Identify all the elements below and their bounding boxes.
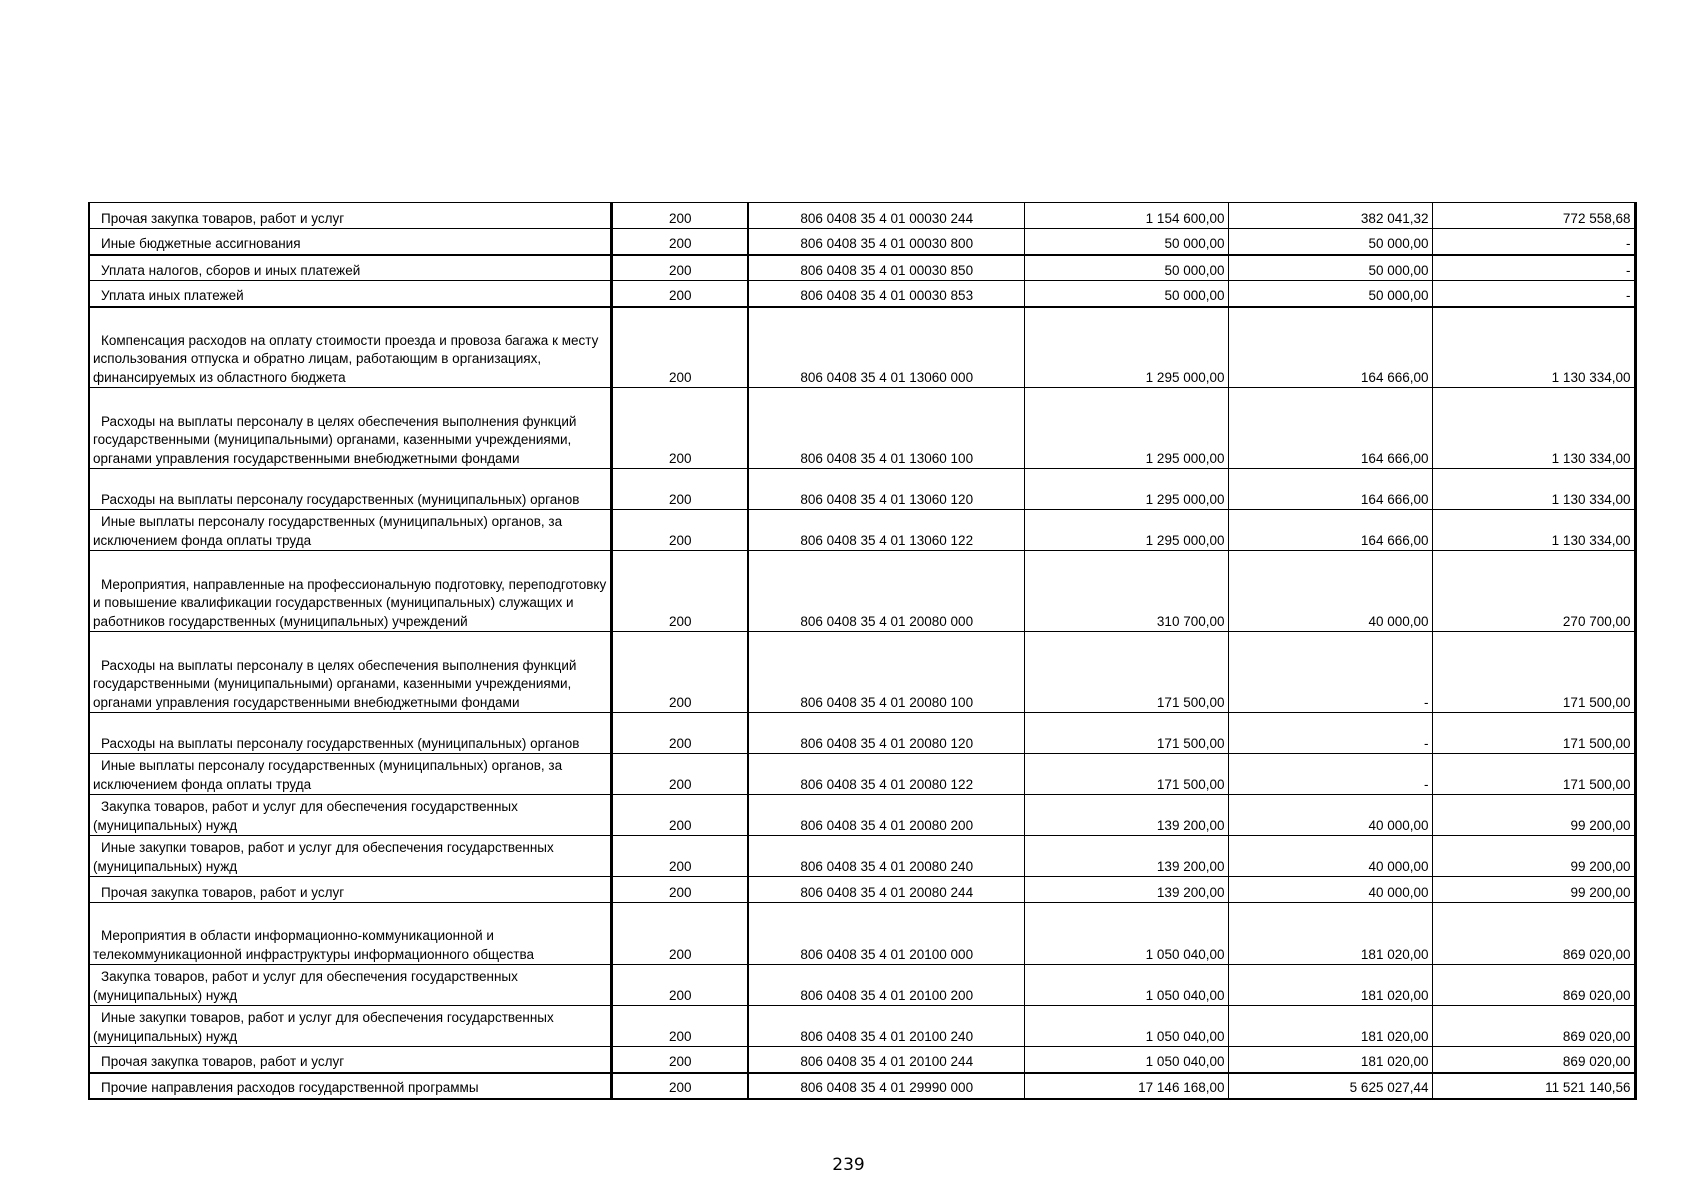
expense-name-cell: Уплата иных платежей: [89, 281, 611, 307]
unexecuted-amount-cell: 772 558,68: [1432, 203, 1635, 229]
executed-amount-cell: 5 625 027,44: [1228, 1073, 1432, 1099]
executed-amount-cell: -: [1228, 754, 1432, 795]
approved-amount-cell: 1 050 040,00: [1024, 1047, 1228, 1073]
budget-classification-code-cell: 806 0408 35 4 01 20080 100: [748, 632, 1024, 713]
unexecuted-amount-cell: 11 521 140,56: [1432, 1073, 1635, 1099]
budget-execution-table: [88, 202, 1637, 1100]
unexecuted-amount-cell: 270 700,00: [1432, 551, 1635, 632]
executed-amount-cell: 181 020,00: [1228, 965, 1432, 1006]
approved-amount-cell: 50 000,00: [1024, 229, 1228, 255]
unexecuted-amount-cell: 1 130 334,00: [1432, 510, 1635, 551]
line-code-cell: 200: [611, 469, 748, 510]
line-code-cell: 200: [611, 229, 748, 255]
unexecuted-amount-cell: 1 130 334,00: [1432, 388, 1635, 469]
expense-name-cell: Мероприятия в области информационно-коммуникационной и телекоммуникационной инфраструктуры информационного общества: [89, 903, 611, 965]
table-row: [89, 551, 1635, 632]
executed-amount-cell: -: [1228, 632, 1432, 713]
budget-classification-code-cell: 806 0408 35 4 01 20080 240: [748, 836, 1024, 877]
expense-name-cell: Уплата налогов, сборов и иных платежей: [89, 255, 611, 281]
table-row: [89, 203, 1635, 229]
executed-amount-cell: -: [1228, 713, 1432, 754]
budget-classification-code-cell: 806 0408 35 4 01 00030 853: [748, 281, 1024, 307]
line-code-cell: 200: [611, 388, 748, 469]
approved-amount-cell: 1 050 040,00: [1024, 965, 1228, 1006]
table-row: [89, 388, 1635, 469]
unexecuted-amount-cell: 171 500,00: [1432, 754, 1635, 795]
expense-name-cell: Мероприятия, направленные на профессиональную подготовку, переподготовку и повышение квалификации государственных (муниципальных) служащих и работников государственных (муниципальных) учреждений: [89, 551, 611, 632]
table-row: [89, 713, 1635, 754]
executed-amount-cell: 181 020,00: [1228, 903, 1432, 965]
approved-amount-cell: 1 295 000,00: [1024, 307, 1228, 388]
approved-amount-cell: 1 154 600,00: [1024, 203, 1228, 229]
expense-name-cell: Иные выплаты персоналу государственных (муниципальных) органов, за исключением фонда оплаты труда: [89, 510, 611, 551]
table-body: [89, 203, 1635, 1099]
expense-name-cell: Компенсация расходов на оплату стоимости проезда и провоза багажа к месту использования отпуска и обратно лицам, работающим в организациях, финансируемых из областного бюджета: [89, 307, 611, 388]
line-code-cell: 200: [611, 203, 748, 229]
table-row: [89, 877, 1635, 903]
line-code-cell: 200: [611, 255, 748, 281]
approved-amount-cell: 1 050 040,00: [1024, 1006, 1228, 1047]
table-row: [89, 965, 1635, 1006]
executed-amount-cell: 40 000,00: [1228, 551, 1432, 632]
unexecuted-amount-cell: 99 200,00: [1432, 877, 1635, 903]
table-row: [89, 632, 1635, 713]
budget-classification-code-cell: 806 0408 35 4 01 13060 100: [748, 388, 1024, 469]
page-number: 239: [832, 1155, 865, 1175]
line-code-cell: 200: [611, 551, 748, 632]
table-row: [89, 469, 1635, 510]
table-row: [89, 836, 1635, 877]
table-row: [89, 255, 1635, 281]
table-row: [89, 281, 1635, 307]
executed-amount-cell: 50 000,00: [1228, 281, 1432, 307]
executed-amount-cell: 164 666,00: [1228, 469, 1432, 510]
table-row: [89, 229, 1635, 255]
approved-amount-cell: 1 295 000,00: [1024, 510, 1228, 551]
approved-amount-cell: 50 000,00: [1024, 255, 1228, 281]
table-row: [89, 1006, 1635, 1047]
line-code-cell: 200: [611, 281, 748, 307]
line-code-cell: 200: [611, 795, 748, 836]
expense-name-cell: Расходы на выплаты персоналу в целях обеспечения выполнения функций государственными (муниципальными) органами, казенными учреждениями, органами управления государственными внебюджетными фондами: [89, 388, 611, 469]
expense-name-cell: Закупка товаров, работ и услуг для обеспечения государственных (муниципальных) нужд: [89, 795, 611, 836]
approved-amount-cell: 171 500,00: [1024, 632, 1228, 713]
unexecuted-amount-cell: 1 130 334,00: [1432, 307, 1635, 388]
approved-amount-cell: 310 700,00: [1024, 551, 1228, 632]
budget-classification-code-cell: 806 0408 35 4 01 20080 120: [748, 713, 1024, 754]
approved-amount-cell: 50 000,00: [1024, 281, 1228, 307]
executed-amount-cell: 40 000,00: [1228, 836, 1432, 877]
line-code-cell: 200: [611, 510, 748, 551]
line-code-cell: 200: [611, 307, 748, 388]
approved-amount-cell: 1 295 000,00: [1024, 469, 1228, 510]
table-row: [89, 903, 1635, 965]
executed-amount-cell: 50 000,00: [1228, 229, 1432, 255]
expense-name-cell: Расходы на выплаты персоналу в целях обеспечения выполнения функций государственными (муниципальными) органами, казенными учреждениями, органами управления государственными внебюджетными фондами: [89, 632, 611, 713]
line-code-cell: 200: [611, 877, 748, 903]
expense-name-cell: Прочая закупка товаров, работ и услуг: [89, 1047, 611, 1073]
table-row: [89, 1073, 1635, 1099]
executed-amount-cell: 181 020,00: [1228, 1006, 1432, 1047]
approved-amount-cell: 17 146 168,00: [1024, 1073, 1228, 1099]
budget-classification-code-cell: 806 0408 35 4 01 00030 850: [748, 255, 1024, 281]
expense-name-cell: Иные закупки товаров, работ и услуг для обеспечения государственных (муниципальных) нужд: [89, 1006, 611, 1047]
budget-classification-code-cell: 806 0408 35 4 01 13060 122: [748, 510, 1024, 551]
expense-name-cell: Прочие направления расходов государственной программы: [89, 1073, 611, 1099]
line-code-cell: 200: [611, 1006, 748, 1047]
approved-amount-cell: 171 500,00: [1024, 754, 1228, 795]
line-code-cell: 200: [611, 754, 748, 795]
budget-classification-code-cell: 806 0408 35 4 01 20100 200: [748, 965, 1024, 1006]
expense-name-cell: Закупка товаров, работ и услуг для обеспечения государственных (муниципальных) нужд: [89, 965, 611, 1006]
executed-amount-cell: 164 666,00: [1228, 388, 1432, 469]
line-code-cell: 200: [611, 1073, 748, 1099]
budget-classification-code-cell: 806 0408 35 4 01 13060 000: [748, 307, 1024, 388]
approved-amount-cell: 139 200,00: [1024, 877, 1228, 903]
table-row: [89, 307, 1635, 388]
expense-name-cell: Расходы на выплаты персоналу государственных (муниципальных) органов: [89, 469, 611, 510]
table-row: [89, 1047, 1635, 1073]
budget-classification-code-cell: 806 0408 35 4 01 20080 000: [748, 551, 1024, 632]
unexecuted-amount-cell: -: [1432, 229, 1635, 255]
unexecuted-amount-cell: 99 200,00: [1432, 795, 1635, 836]
budget-classification-code-cell: 806 0408 35 4 01 00030 244: [748, 203, 1024, 229]
line-code-cell: 200: [611, 965, 748, 1006]
executed-amount-cell: 40 000,00: [1228, 795, 1432, 836]
unexecuted-amount-cell: 99 200,00: [1432, 836, 1635, 877]
expense-name-cell: Иные выплаты персоналу государственных (муниципальных) органов, за исключением фонда оплаты труда: [89, 754, 611, 795]
budget-classification-code-cell: 806 0408 35 4 01 20100 000: [748, 903, 1024, 965]
budget-classification-code-cell: 806 0408 35 4 01 20100 240: [748, 1006, 1024, 1047]
approved-amount-cell: 139 200,00: [1024, 795, 1228, 836]
line-code-cell: 200: [611, 713, 748, 754]
approved-amount-cell: 1 050 040,00: [1024, 903, 1228, 965]
approved-amount-cell: 1 295 000,00: [1024, 388, 1228, 469]
approved-amount-cell: 139 200,00: [1024, 836, 1228, 877]
unexecuted-amount-cell: 171 500,00: [1432, 713, 1635, 754]
budget-classification-code-cell: 806 0408 35 4 01 00030 800: [748, 229, 1024, 255]
executed-amount-cell: 181 020,00: [1228, 1047, 1432, 1073]
line-code-cell: 200: [611, 903, 748, 965]
approved-amount-cell: 171 500,00: [1024, 713, 1228, 754]
unexecuted-amount-cell: 869 020,00: [1432, 1006, 1635, 1047]
line-code-cell: 200: [611, 1047, 748, 1073]
table-row: [89, 754, 1635, 795]
table-row: [89, 795, 1635, 836]
unexecuted-amount-cell: -: [1432, 281, 1635, 307]
table-row: [89, 510, 1635, 551]
expense-name-cell: Иные бюджетные ассигнования: [89, 229, 611, 255]
unexecuted-amount-cell: 869 020,00: [1432, 1047, 1635, 1073]
executed-amount-cell: 40 000,00: [1228, 877, 1432, 903]
line-code-cell: 200: [611, 632, 748, 713]
unexecuted-amount-cell: 869 020,00: [1432, 965, 1635, 1006]
executed-amount-cell: 382 041,32: [1228, 203, 1432, 229]
budget-classification-code-cell: 806 0408 35 4 01 29990 000: [748, 1073, 1024, 1099]
executed-amount-cell: 164 666,00: [1228, 307, 1432, 388]
expense-name-cell: Расходы на выплаты персоналу государственных (муниципальных) органов: [89, 713, 611, 754]
budget-classification-code-cell: 806 0408 35 4 01 20080 122: [748, 754, 1024, 795]
budget-classification-code-cell: 806 0408 35 4 01 20080 244: [748, 877, 1024, 903]
executed-amount-cell: 164 666,00: [1228, 510, 1432, 551]
unexecuted-amount-cell: 171 500,00: [1432, 632, 1635, 713]
expense-name-cell: Прочая закупка товаров, работ и услуг: [89, 877, 611, 903]
budget-classification-code-cell: 806 0408 35 4 01 20080 200: [748, 795, 1024, 836]
line-code-cell: 200: [611, 836, 748, 877]
unexecuted-amount-cell: 1 130 334,00: [1432, 469, 1635, 510]
unexecuted-amount-cell: -: [1432, 255, 1635, 281]
expense-name-cell: Прочая закупка товаров, работ и услуг: [89, 203, 611, 229]
expense-name-cell: Иные закупки товаров, работ и услуг для обеспечения государственных (муниципальных) нужд: [89, 836, 611, 877]
executed-amount-cell: 50 000,00: [1228, 255, 1432, 281]
unexecuted-amount-cell: 869 020,00: [1432, 903, 1635, 965]
budget-classification-code-cell: 806 0408 35 4 01 13060 120: [748, 469, 1024, 510]
budget-classification-code-cell: 806 0408 35 4 01 20100 244: [748, 1047, 1024, 1073]
